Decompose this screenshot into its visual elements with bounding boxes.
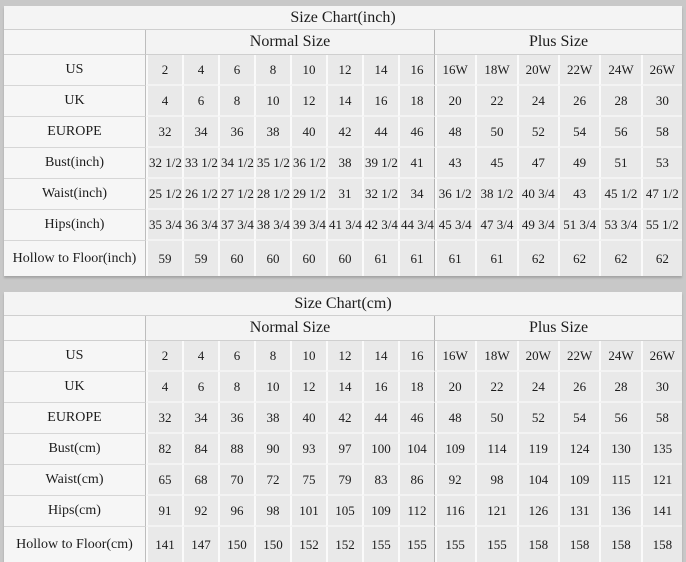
size-cell: 35 1/2 — [254, 148, 290, 179]
size-cell: 135 — [641, 434, 682, 465]
size-cell: 98 — [475, 465, 516, 496]
group-header-row — [4, 30, 682, 55]
size-cell: 39 3/4 — [290, 210, 326, 241]
size-cell: 86 — [398, 465, 434, 496]
size-cell: 49 3/4 — [517, 210, 558, 241]
size-cell: 24W — [599, 55, 640, 86]
size-cell: 14 — [362, 341, 398, 372]
size-cell: 20W — [517, 341, 558, 372]
table-title-inch: Size Chart(inch) — [4, 6, 682, 30]
size-cell: 158 — [599, 527, 640, 562]
size-cell: 61 — [362, 241, 398, 276]
size-cell: 22 — [475, 86, 516, 117]
size-cell: 12 — [326, 341, 362, 372]
size-cell: 14 — [362, 55, 398, 86]
size-cell: 56 — [599, 117, 640, 148]
size-cell: 45 — [475, 148, 516, 179]
size-cell: 6 — [182, 86, 218, 117]
size-cell: 51 3/4 — [558, 210, 599, 241]
size-cell: 44 3/4 — [398, 210, 434, 241]
size-cell: 61 — [475, 241, 516, 276]
table-row — [4, 465, 682, 496]
size-cell: 16 — [362, 86, 398, 117]
table-row — [4, 148, 682, 179]
size-cell: 16W — [434, 341, 475, 372]
row-label: Waist(cm) — [4, 465, 146, 496]
table-row — [4, 434, 682, 465]
size-cell: 16 — [398, 55, 434, 86]
size-cell: 6 — [182, 372, 218, 403]
size-cell: 8 — [218, 86, 254, 117]
size-cell: 136 — [599, 496, 640, 527]
size-cell: 31 — [326, 179, 362, 210]
size-cell: 35 3/4 — [146, 210, 182, 241]
size-cell: 72 — [254, 465, 290, 496]
size-cell: 114 — [475, 434, 516, 465]
table-row — [4, 527, 682, 562]
size-cell: 98 — [254, 496, 290, 527]
size-cell: 75 — [290, 465, 326, 496]
size-cell: 112 — [398, 496, 434, 527]
size-cell: 34 — [182, 403, 218, 434]
size-cell: 155 — [475, 527, 516, 562]
size-cell: 18 — [398, 372, 434, 403]
table-row — [4, 241, 682, 276]
size-cell: 32 1/2 — [362, 179, 398, 210]
size-cell: 4 — [182, 341, 218, 372]
size-cell: 26W — [641, 341, 682, 372]
size-cell: 55 1/2 — [641, 210, 682, 241]
size-cell: 10 — [290, 341, 326, 372]
size-cell: 119 — [517, 434, 558, 465]
size-cell: 44 — [362, 117, 398, 148]
size-cell: 65 — [146, 465, 182, 496]
size-cell: 152 — [290, 527, 326, 562]
size-cell: 24 — [517, 86, 558, 117]
table-row — [4, 341, 682, 372]
size-cell: 44 — [362, 403, 398, 434]
table-row — [4, 117, 682, 148]
size-cell: 26 — [558, 86, 599, 117]
size-cell: 22W — [558, 55, 599, 86]
size-cell: 150 — [218, 527, 254, 562]
row-label: Hollow to Floor(cm) — [4, 527, 146, 562]
size-cell: 20 — [434, 86, 475, 117]
row-label: Waist(inch) — [4, 179, 146, 210]
size-cell: 38 — [254, 117, 290, 148]
size-cell: 34 1/2 — [218, 148, 254, 179]
size-cell: 25 1/2 — [146, 179, 182, 210]
size-cell: 27 1/2 — [218, 179, 254, 210]
size-chart-inch-table — [4, 6, 682, 276]
row-label: US — [4, 341, 146, 372]
size-cell: 58 — [641, 403, 682, 434]
size-cell: 62 — [517, 241, 558, 276]
size-cell: 121 — [641, 465, 682, 496]
size-cell: 56 — [599, 403, 640, 434]
size-cell: 45 1/2 — [599, 179, 640, 210]
size-cell: 155 — [434, 527, 475, 562]
size-cell: 100 — [362, 434, 398, 465]
size-cell: 36 1/2 — [290, 148, 326, 179]
size-cell: 4 — [146, 86, 182, 117]
size-cell: 104 — [398, 434, 434, 465]
group-header-normal-size: Normal Size — [146, 30, 434, 55]
size-cell: 68 — [182, 465, 218, 496]
size-cell: 60 — [326, 241, 362, 276]
table-row — [4, 372, 682, 403]
size-cell: 36 3/4 — [182, 210, 218, 241]
size-cell: 12 — [290, 372, 326, 403]
size-cell: 92 — [434, 465, 475, 496]
size-cell: 152 — [326, 527, 362, 562]
size-cell: 10 — [254, 86, 290, 117]
size-cell: 50 — [475, 117, 516, 148]
size-cell: 124 — [558, 434, 599, 465]
size-cell: 53 3/4 — [599, 210, 640, 241]
size-cell: 147 — [182, 527, 218, 562]
size-cell: 45 3/4 — [434, 210, 475, 241]
size-cell: 104 — [517, 465, 558, 496]
size-cell: 58 — [641, 117, 682, 148]
size-cell: 38 — [254, 403, 290, 434]
size-cell: 42 — [326, 117, 362, 148]
size-cell: 101 — [290, 496, 326, 527]
size-cell: 8 — [218, 372, 254, 403]
size-cell: 20 — [434, 372, 475, 403]
size-chart-cm-table — [4, 292, 682, 562]
size-cell: 61 — [434, 241, 475, 276]
row-label: Hips(cm) — [4, 496, 146, 527]
size-cell: 155 — [362, 527, 398, 562]
size-cell: 158 — [517, 527, 558, 562]
size-cell: 16 — [362, 372, 398, 403]
size-cell: 43 — [434, 148, 475, 179]
size-cell: 36 — [218, 403, 254, 434]
size-cell: 40 — [290, 403, 326, 434]
size-cell: 60 — [254, 241, 290, 276]
size-cell: 126 — [517, 496, 558, 527]
size-cell: 88 — [218, 434, 254, 465]
size-cell: 158 — [641, 527, 682, 562]
size-cell: 32 1/2 — [146, 148, 182, 179]
size-cell: 84 — [182, 434, 218, 465]
table-row — [4, 496, 682, 527]
size-cell: 8 — [254, 55, 290, 86]
group-header-normal-size: Normal Size — [146, 316, 434, 341]
size-cell: 42 — [326, 403, 362, 434]
size-cell: 18W — [475, 341, 516, 372]
title-row — [4, 292, 682, 316]
size-cell: 41 — [398, 148, 434, 179]
size-cell: 6 — [218, 341, 254, 372]
row-label: Hips(inch) — [4, 210, 146, 241]
size-cell: 24 — [517, 372, 558, 403]
size-cell: 96 — [218, 496, 254, 527]
size-cell: 40 — [290, 117, 326, 148]
size-cell: 105 — [326, 496, 362, 527]
size-cell: 46 — [398, 403, 434, 434]
size-cell: 48 — [434, 403, 475, 434]
size-cell: 52 — [517, 403, 558, 434]
size-cell: 93 — [290, 434, 326, 465]
size-cell: 2 — [146, 341, 182, 372]
size-cell: 92 — [182, 496, 218, 527]
size-cell: 130 — [599, 434, 640, 465]
size-cell: 10 — [254, 372, 290, 403]
size-cell: 48 — [434, 117, 475, 148]
size-cell: 62 — [558, 241, 599, 276]
size-cell: 28 1/2 — [254, 179, 290, 210]
size-cell: 60 — [218, 241, 254, 276]
size-cell: 36 — [218, 117, 254, 148]
size-cell: 150 — [254, 527, 290, 562]
size-cell: 62 — [599, 241, 640, 276]
size-cell: 4 — [146, 372, 182, 403]
size-cell: 54 — [558, 403, 599, 434]
size-cell: 26W — [641, 55, 682, 86]
size-cell: 8 — [254, 341, 290, 372]
size-cell: 42 3/4 — [362, 210, 398, 241]
size-cell: 14 — [326, 86, 362, 117]
size-cell: 43 — [558, 179, 599, 210]
title-row — [4, 6, 682, 30]
size-cell: 60 — [290, 241, 326, 276]
size-cell: 54 — [558, 117, 599, 148]
table-row — [4, 86, 682, 117]
row-label: EUROPE — [4, 403, 146, 434]
group-header-row — [4, 316, 682, 341]
size-cell: 29 1/2 — [290, 179, 326, 210]
size-cell: 109 — [434, 434, 475, 465]
size-cell: 47 — [517, 148, 558, 179]
table-title-cm: Size Chart(cm) — [4, 292, 682, 316]
row-label: Hollow to Floor(inch) — [4, 241, 146, 276]
size-cell: 16W — [434, 55, 475, 86]
size-cell: 155 — [398, 527, 434, 562]
size-cell: 20W — [517, 55, 558, 86]
size-cell: 91 — [146, 496, 182, 527]
size-cell: 26 1/2 — [182, 179, 218, 210]
size-cell: 70 — [218, 465, 254, 496]
size-cell: 12 — [290, 86, 326, 117]
table-row — [4, 210, 682, 241]
size-cell: 59 — [182, 241, 218, 276]
corner-spacer — [4, 316, 146, 341]
table-row — [4, 179, 682, 210]
size-cell: 34 — [398, 179, 434, 210]
size-cell: 33 1/2 — [182, 148, 218, 179]
size-cell: 61 — [398, 241, 434, 276]
size-cell: 47 1/2 — [641, 179, 682, 210]
size-cell: 38 1/2 — [475, 179, 516, 210]
size-cell: 47 3/4 — [475, 210, 516, 241]
size-cell: 158 — [558, 527, 599, 562]
size-cell: 38 — [326, 148, 362, 179]
size-cell: 4 — [182, 55, 218, 86]
size-cell: 53 — [641, 148, 682, 179]
size-cell: 24W — [599, 341, 640, 372]
corner-spacer — [4, 30, 146, 55]
group-header-plus-size: Plus Size — [434, 30, 682, 55]
size-cell: 28 — [599, 372, 640, 403]
size-cell: 50 — [475, 403, 516, 434]
size-cell: 22 — [475, 372, 516, 403]
size-cell: 2 — [146, 55, 182, 86]
row-label: Bust(cm) — [4, 434, 146, 465]
size-cell: 36 1/2 — [434, 179, 475, 210]
size-cell: 34 — [182, 117, 218, 148]
size-cell: 38 3/4 — [254, 210, 290, 241]
size-cell: 115 — [599, 465, 640, 496]
size-cell: 26 — [558, 372, 599, 403]
size-cell: 51 — [599, 148, 640, 179]
size-cell: 97 — [326, 434, 362, 465]
size-cell: 6 — [218, 55, 254, 86]
size-cell: 49 — [558, 148, 599, 179]
size-cell: 18W — [475, 55, 516, 86]
size-cell: 90 — [254, 434, 290, 465]
size-cell: 121 — [475, 496, 516, 527]
size-cell: 141 — [641, 496, 682, 527]
size-cell: 16 — [398, 341, 434, 372]
size-cell: 30 — [641, 372, 682, 403]
size-cell: 14 — [326, 372, 362, 403]
size-cell: 18 — [398, 86, 434, 117]
row-label: US — [4, 55, 146, 86]
size-cell: 30 — [641, 86, 682, 117]
table-row — [4, 55, 682, 86]
row-label: UK — [4, 86, 146, 117]
size-cell: 83 — [362, 465, 398, 496]
size-cell: 37 3/4 — [218, 210, 254, 241]
row-label: Bust(inch) — [4, 148, 146, 179]
size-cell: 28 — [599, 86, 640, 117]
size-cell: 40 3/4 — [517, 179, 558, 210]
size-cell: 141 — [146, 527, 182, 562]
size-cell: 32 — [146, 117, 182, 148]
size-cell: 12 — [326, 55, 362, 86]
row-label: EUROPE — [4, 117, 146, 148]
size-cell: 32 — [146, 403, 182, 434]
table-row — [4, 403, 682, 434]
size-cell: 39 1/2 — [362, 148, 398, 179]
size-cell: 46 — [398, 117, 434, 148]
size-cell: 62 — [641, 241, 682, 276]
size-cell: 79 — [326, 465, 362, 496]
size-cell: 10 — [290, 55, 326, 86]
size-cell: 131 — [558, 496, 599, 527]
row-label: UK — [4, 372, 146, 403]
size-cell: 59 — [146, 241, 182, 276]
size-cell: 82 — [146, 434, 182, 465]
size-cell: 22W — [558, 341, 599, 372]
group-header-plus-size: Plus Size — [434, 316, 682, 341]
size-cell: 109 — [362, 496, 398, 527]
size-cell: 41 3/4 — [326, 210, 362, 241]
size-cell: 116 — [434, 496, 475, 527]
size-cell: 52 — [517, 117, 558, 148]
size-cell: 109 — [558, 465, 599, 496]
